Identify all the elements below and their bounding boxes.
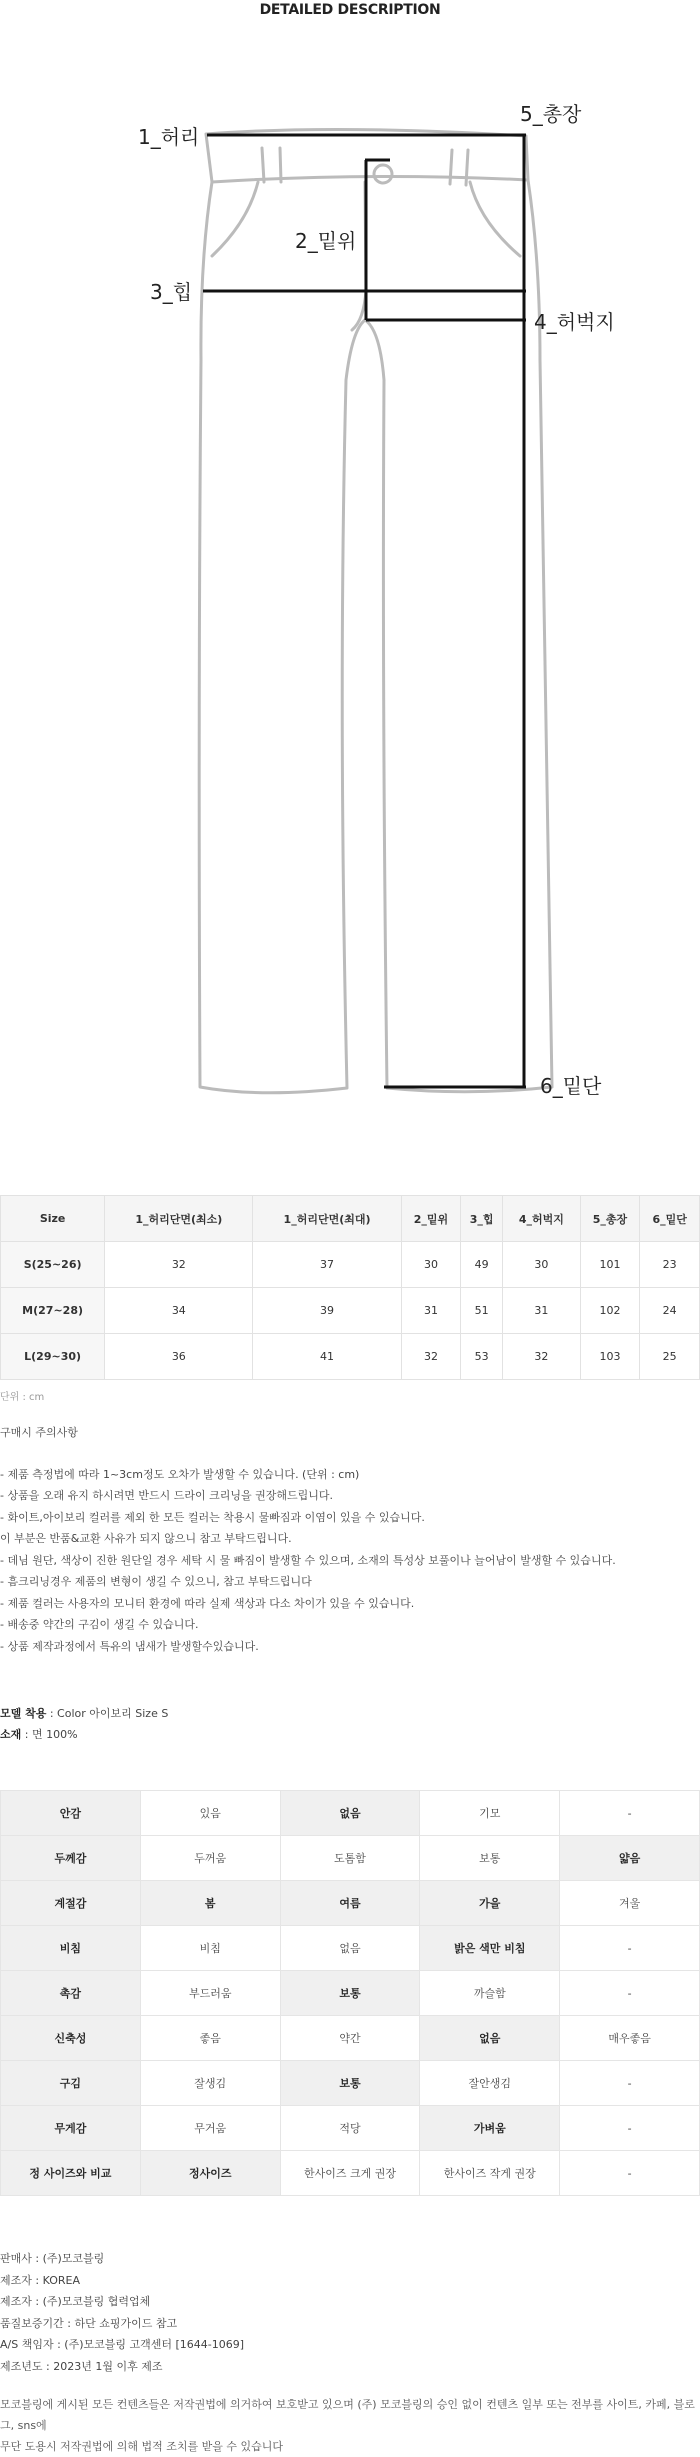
header-cell: 1_허리단면(최대) [253,1196,401,1242]
table-cell: 30 [401,1242,461,1288]
purchase-notice [0,1422,700,1657]
attribute-option: 겨울 [560,1881,700,1926]
table-cell: 32 [503,1334,581,1380]
label-waist: 1_허리 [138,125,200,149]
product-info [0,2248,244,2377]
attribute-option: 기모 [420,1791,560,1836]
table-row [1,1836,700,1881]
attribute-label: 촉감 [1,1971,141,2016]
label-thigh: 4_허벅지 [534,310,615,334]
table-cell: 51 [461,1288,503,1334]
size-table-header-row [1,1196,700,1242]
table-row [1,2106,700,2151]
size-label: M(27~28) [1,1288,105,1334]
attribute-option: 잘생김 [140,2061,280,2106]
label-total-length: 5_총장 [520,102,582,126]
attribute-option: 얇음 [560,1836,700,1881]
attribute-option: 보통 [420,1836,560,1881]
table-cell: 23 [640,1242,700,1288]
copyright-line: 무단 도용시 저작권법에 의해 법적 조치를 받을 수 있습니다 [0,2440,283,2453]
attribute-label: 구김 [1,2061,141,2106]
table-cell: 36 [105,1334,253,1380]
table-row [1,2151,700,2196]
attribute-option: 여름 [280,1881,420,1926]
attribute-option: 좋음 [140,2016,280,2061]
notice-item: - 화이트,아이보리 컬러를 제외 한 모든 컬러는 착용시 물빠짐과 이염이 있을 수 있습니다. [0,1510,425,1524]
attribute-option: - [560,2151,700,2196]
pants-measurement-diagram [0,60,700,1110]
label-hem: 6_밑단 [540,1074,602,1098]
header-cell: Size [1,1196,105,1242]
header-cell: 3_힙 [461,1196,503,1242]
attribute-option: 없음 [420,2016,560,2061]
table-cell: 24 [640,1288,700,1334]
notice-item: - 데님 원단, 색상이 진한 원단일 경우 세탁 시 물 빠짐이 발생할 수 있으며, 소재의 특성상 보풀이나 늘어남이 발생할 수 있습니다. [0,1553,616,1567]
model-wear-value: : Color 아이보리 Size S [46,1707,169,1720]
attribute-label: 계절감 [1,1881,141,1926]
info-line: 제조자 : KOREA [0,2273,80,2287]
table-row [1,1791,700,1836]
attribute-option: 없음 [280,1791,420,1836]
table-cell: 103 [580,1334,640,1380]
attribute-option: 있음 [140,1791,280,1836]
attribute-option: 부드러움 [140,1971,280,2016]
table-cell: 32 [105,1242,253,1288]
header-cell: 5_총장 [580,1196,640,1242]
material-line [0,1724,168,1745]
attribute-option: - [560,1791,700,1836]
material-label: 소재 [0,1728,22,1741]
attribute-option: 보통 [280,1971,420,2016]
characteristics-table [0,1790,700,2196]
attribute-option: - [560,1926,700,1971]
table-cell: 53 [461,1334,503,1380]
attribute-label: 비침 [1,1926,141,1971]
table-cell: 49 [461,1242,503,1288]
table-cell: 34 [105,1288,253,1334]
attribute-option: 매우좋음 [560,2016,700,2061]
header-cell: 2_밑위 [401,1196,461,1242]
info-line: A/S 책임자 : (주)모코블링 고객센터 [1644-1069] [0,2338,245,2351]
table-row [1,1334,700,1380]
info-line: 제조년도 : 2023년 1월 이후 제조 [0,2359,163,2373]
attribute-option: - [560,1971,700,2016]
table-row [1,1926,700,1971]
attribute-option: 가벼움 [420,2106,560,2151]
notice-item: - 배송중 약간의 구김이 생길 수 있습니다. [0,1618,199,1631]
table-cell: 32 [401,1334,461,1380]
table-row [1,1881,700,1926]
attribute-label: 정 사이즈와 비교 [1,2151,141,2196]
table-row [1,1971,700,2016]
header-cell: 4_허벅지 [503,1196,581,1242]
attribute-option: 보통 [280,2061,420,2106]
info-line: 품질보증기간 : 하단 쇼핑가이드 참고 [0,2316,178,2330]
header-cell: 1_허리단면(최소) [105,1196,253,1242]
attribute-label: 두께감 [1,1836,141,1881]
notice-item: - 제품 측정법에 따라 1~3cm정도 오차가 발생할 수 있습니다. (단위 : cm) [0,1467,360,1481]
attribute-option: 한사이즈 크게 권장 [280,2151,420,2196]
size-label: S(25~26) [1,1242,105,1288]
header-cell: 6_밑단 [640,1196,700,1242]
table-row [1,2016,700,2061]
attribute-option: 봄 [140,1881,280,1926]
copyright-line: 모코블링에 게시된 모든 컨텐츠들은 저작권법에 의거하여 보호받고 있으며 (주) 모코블링의 승인 없이 컨텐츠 일부 또는 전부를 사이트, 카페, 블로그, sns에 [0,2398,695,2432]
notice-item: - 흠크리닝경우 제품의 변형이 생길 수 있으니, 참고 부탁드립니다 [0,1575,312,1588]
info-line: 판매사 : (주)모코블링 [0,2252,105,2265]
attribute-option: 약간 [280,2016,420,2061]
table-cell: 31 [401,1288,461,1334]
table-cell: 39 [253,1288,401,1334]
attribute-option: 무거움 [140,2106,280,2151]
model-wear-line [0,1703,168,1724]
notice-heading: 구매시 주의사항 [0,1426,78,1439]
table-cell: 31 [503,1288,581,1334]
unit-note: 단위 : cm [0,1392,45,1403]
attribute-option: 밝은 색만 비침 [420,1926,560,1971]
attribute-option: 두꺼움 [140,1836,280,1881]
page-title: DETAILED DESCRIPTION [259,2,441,18]
info-line: 제조자 : (주)모코블링 협력업체 [0,2295,151,2308]
table-row [1,1288,700,1334]
attribute-option: 없음 [280,1926,420,1971]
table-cell: 25 [640,1334,700,1380]
measurement-lines [203,135,526,1088]
attribute-label: 안감 [1,1791,141,1836]
attribute-option: 비침 [140,1926,280,1971]
material-value: : 면 100% [21,1728,78,1741]
attribute-option: 까슬함 [420,1971,560,2016]
table-row [1,1242,700,1288]
label-rise: 2_밑위 [295,229,357,253]
table-row [1,2061,700,2106]
pants-illustration [199,129,552,1092]
attribute-option: 가을 [420,1881,560,1926]
attribute-option: 도톰함 [280,1836,420,1881]
attribute-option: - [560,2061,700,2106]
model-wear-label: 모델 착용 [0,1707,47,1720]
table-cell: 102 [580,1288,640,1334]
table-cell: 30 [503,1242,581,1288]
attribute-option: 한사이즈 작게 권장 [420,2151,560,2196]
notice-item: - 제품 컬러는 사용자의 모니터 환경에 따라 실제 색상과 다소 차이가 있을 수 있습니다. [0,1596,415,1610]
model-info [0,1703,168,1745]
size-table [0,1195,700,1380]
notice-item: - 상품 제작과정에서 특유의 냄새가 발생할수있습니다. [0,1639,259,1653]
attribute-label: 신축성 [1,2016,141,2061]
copyright-notice [0,2394,700,2457]
attribute-label: 무게감 [1,2106,141,2151]
label-hip: 3_힙 [150,280,193,304]
table-cell: 37 [253,1242,401,1288]
attribute-option: 정사이즈 [140,2151,280,2196]
size-label: L(29~30) [1,1334,105,1380]
table-cell: 41 [253,1334,401,1380]
table-cell: 101 [580,1242,640,1288]
attribute-option: 잘안생김 [420,2061,560,2106]
attribute-option: 적당 [280,2106,420,2151]
attribute-option: - [560,2106,700,2151]
notice-item: - 상품을 오래 유지 하시려면 반드시 드라이 크리닝을 권장해드립니다. [0,1489,333,1502]
notice-item: 이 부분은 반품&교환 사유가 되지 않으니 참고 부탁드립니다. [0,1532,292,1545]
